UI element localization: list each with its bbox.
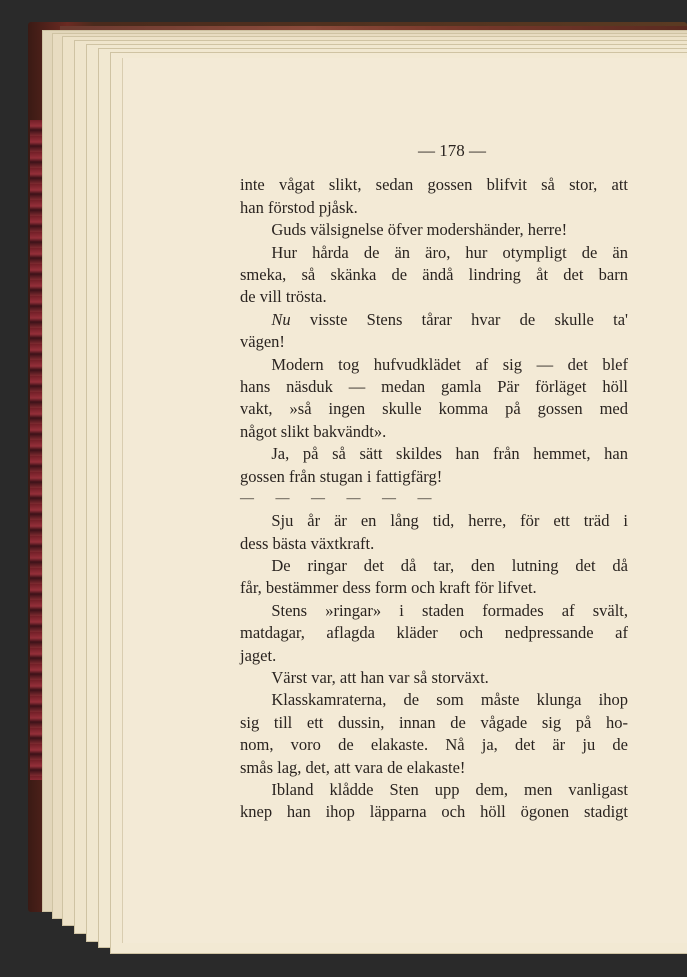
text-line: smås lag, det, att vara de elakaste!	[240, 757, 466, 777]
text-line: Ja, på så sätt skildes han från hemmet, han	[271, 444, 628, 464]
text-line: de vill trösta.	[240, 287, 327, 307]
text-line: inte vågat slikt, sedan gossen blifvit så stor, att	[240, 175, 628, 195]
text-line: Hur hårda de än äro, hur otympligt de än	[271, 242, 628, 262]
italic-word: Nu	[271, 309, 291, 329]
text-line: Värst var, att han var så storväxt.	[271, 667, 489, 687]
text-line: De ringar det då tar, den lutning det då	[271, 555, 628, 575]
text-line: Stens »ringar» i staden formades af svält,	[271, 600, 628, 620]
section-divider: — — — — — —	[240, 491, 441, 507]
text-line: Modern tog hufvudklädet af sig — det blef	[271, 354, 628, 374]
text-line: dess bästa växtkraft.	[240, 533, 375, 553]
text-line: nom, voro de elakaste. Nå ja, det är ju de	[240, 735, 628, 755]
text-line: vägen!	[240, 332, 285, 352]
text-line: knep han ihop läpparna och höll ögonen stadigt	[240, 802, 628, 822]
text-line: matdagar, aflagda kläder och nedpressande af	[240, 623, 628, 643]
text-line: jaget.	[240, 645, 277, 665]
page-number: — 178 —	[418, 141, 486, 160]
text-line: Klasskamraterna, de som måste klunga ihop	[271, 690, 628, 710]
text-lines	[240, 174, 628, 823]
line-text: visste Stens tårar hvar de skulle ta'	[290, 309, 628, 329]
text-line: något slikt bakvändt».	[240, 421, 387, 441]
text-line: får, bestämmer dess form och kraft för lifvet.	[240, 578, 537, 598]
text-line: gossen från stugan i fattigfärg!	[240, 466, 443, 486]
text-line: Guds välsignelse öfver modershänder, herre!	[271, 220, 568, 240]
text-line: sig till ett dussin, innan de vågade sig på ho-	[240, 712, 628, 732]
text-line	[240, 309, 628, 331]
page-text	[240, 140, 628, 824]
text-line: han förstod pjåsk.	[240, 197, 358, 217]
text-line: vakt, »så ingen skulle komma på gossen med	[240, 399, 628, 419]
text-line: hans näsduk — medan gamla Pär förläget höll	[240, 377, 628, 397]
text-line: Sju år är en lång tid, herre, för ett träd i	[271, 511, 628, 531]
text-line: Ibland klådde Sten upp dem, men vanligast	[271, 779, 628, 799]
text-line: smeka, så skänka de ändå lindring åt det barn	[240, 265, 628, 285]
